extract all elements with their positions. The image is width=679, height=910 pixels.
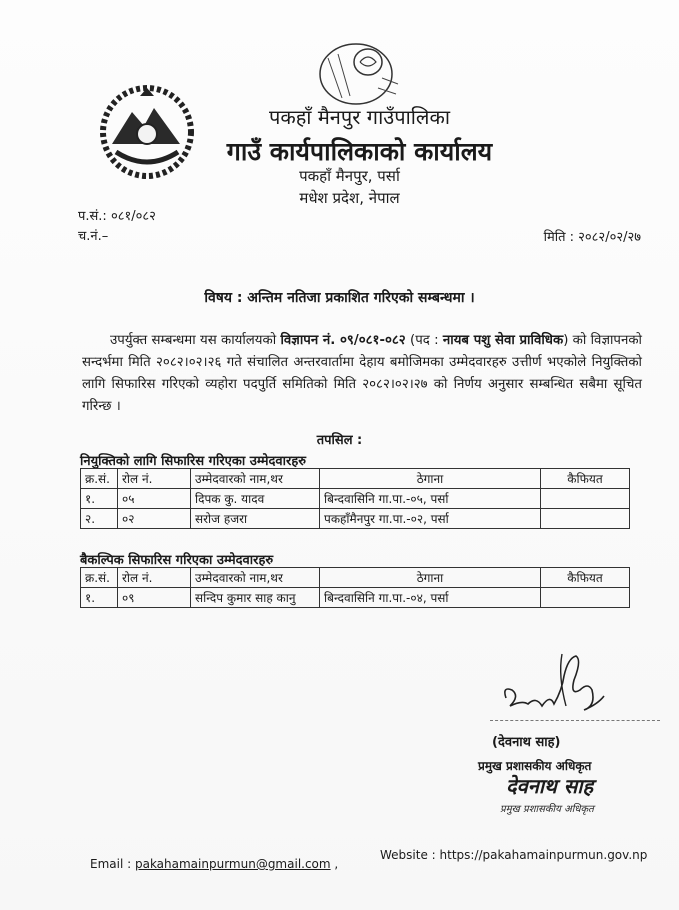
cell-remark — [541, 588, 630, 608]
title-stamp: प्रमुख प्रशासकीय अधिकृत — [500, 804, 594, 815]
letter-number: प.सं.: ०८१/०८२ — [78, 209, 156, 224]
cell-serial: १. — [81, 588, 118, 608]
body-text-3: ) को विज्ञापनको सन्दर्भमा मिति २०८२।०२।२६ गते संचालित अन्तरवार्तामा देहाय बमोजिमका उम्मेदवारहरु उत्तीर्ण भएकोले नियुक्तिको लागि सिफारिस गरिएको व्यहोरा पदपुर्ति समितिको मिति २०८२।०२।२७ को निर्णय अनुसार सम्बन्धित सबैमा सूचित गरिन्छ । — [82, 333, 642, 414]
name-stamp: देवनाथ साह — [506, 774, 594, 798]
signatory-title: प्रमुख प्रशासकीय अधिकृत — [478, 759, 592, 773]
col-name: उम्मेदवारको नाम,थर — [191, 469, 320, 489]
letter-body — [82, 330, 642, 418]
table-row — [81, 588, 630, 608]
cell-serial: १. — [81, 489, 118, 509]
cell-name: सरोज हजरा — [191, 509, 320, 529]
letter-subject: विषय : अन्तिम नतिजा प्रकाशित गरिएको सम्बन्धमा । — [204, 290, 475, 306]
cell-name: दिपक कु. यादव — [191, 489, 320, 509]
recommended-candidates-table — [80, 468, 630, 529]
dispatch-number: च.नं.– — [78, 229, 109, 244]
table-row — [81, 509, 630, 529]
cell-roll: ०९ — [118, 588, 191, 608]
cell-name: सन्दिप कुमार साह कानु — [191, 588, 320, 608]
reference-block — [78, 207, 156, 247]
email-label: Email : — [90, 857, 135, 871]
body-text-1: उपर्युक्त सम्बन्धमा यस कार्यालयको — [110, 333, 281, 348]
signatory-name: (देवनाथ साह) — [492, 735, 561, 750]
body-text-2: (पद : — [405, 333, 443, 348]
cell-address: पकहाँमैनपुर गा.पा.-०२, पर्सा — [320, 509, 541, 529]
col-remark: कैफियत — [541, 469, 630, 489]
email-link[interactable]: pakahamainpurmun@gmail.com — [134, 857, 331, 871]
office-seal-icon — [312, 38, 408, 108]
address-line-2: मधेश प्रदेश, नेपाल — [299, 189, 400, 207]
col-serial: क्र.सं. — [81, 568, 118, 588]
cell-roll: ०५ — [118, 489, 191, 509]
website-link[interactable]: https://pakahamainpurmun.gov.np — [439, 848, 648, 862]
col-roll: रोल नं. — [118, 568, 191, 588]
office-name: गाउँ कार्यपालिकाको कार्यालय — [226, 137, 493, 166]
cell-remark — [541, 509, 630, 529]
signature-icon — [492, 646, 622, 736]
email-separator: , — [330, 857, 339, 871]
table-header-row — [81, 469, 630, 489]
signature-line — [490, 720, 660, 721]
municipality-name: पकहाँ मैनपुर गाउँपालिका — [268, 105, 451, 129]
footer-email — [90, 857, 338, 871]
notice-number: विज्ञापन नं. ०९/०८१-०८२ — [280, 333, 406, 348]
col-address: ठेगाना — [320, 469, 541, 489]
alternate-table-title: बैकल्पिक सिफारिस गरिएका उम्मेदवारहरु — [80, 553, 274, 568]
details-heading: तपसिल : — [316, 433, 363, 448]
table-row — [81, 489, 630, 509]
cell-address: बिन्दवासिनि गा.पा.-०४, पर्सा — [320, 588, 541, 608]
cell-address: बिन्दवासिनि गा.पा.-०५, पर्सा — [320, 489, 541, 509]
address-line-1: पकहाँ मैनपुर, पर्सा — [299, 167, 400, 185]
col-serial: क्र.सं. — [81, 469, 118, 489]
cell-remark — [541, 489, 630, 509]
recommended-table-title: नियुक्तिको लागि सिफारिस गरिएका उम्मेदवारहरु — [80, 454, 307, 469]
letter-date: मिति : २०८२/०२/२७ — [543, 230, 641, 245]
col-remark: कैफियत — [541, 568, 630, 588]
table-header-row — [81, 568, 630, 588]
cell-serial: २. — [81, 509, 118, 529]
col-name: उम्मेदवारको नाम,थर — [191, 568, 320, 588]
post-name: नायब पशु सेवा प्राविधिक — [442, 333, 564, 348]
footer-website — [380, 848, 647, 862]
website-label: Website : — [380, 848, 440, 862]
alternate-candidates-table — [80, 567, 630, 608]
cell-roll: ०२ — [118, 509, 191, 529]
col-roll: रोल नं. — [118, 469, 191, 489]
col-address: ठेगाना — [320, 568, 541, 588]
